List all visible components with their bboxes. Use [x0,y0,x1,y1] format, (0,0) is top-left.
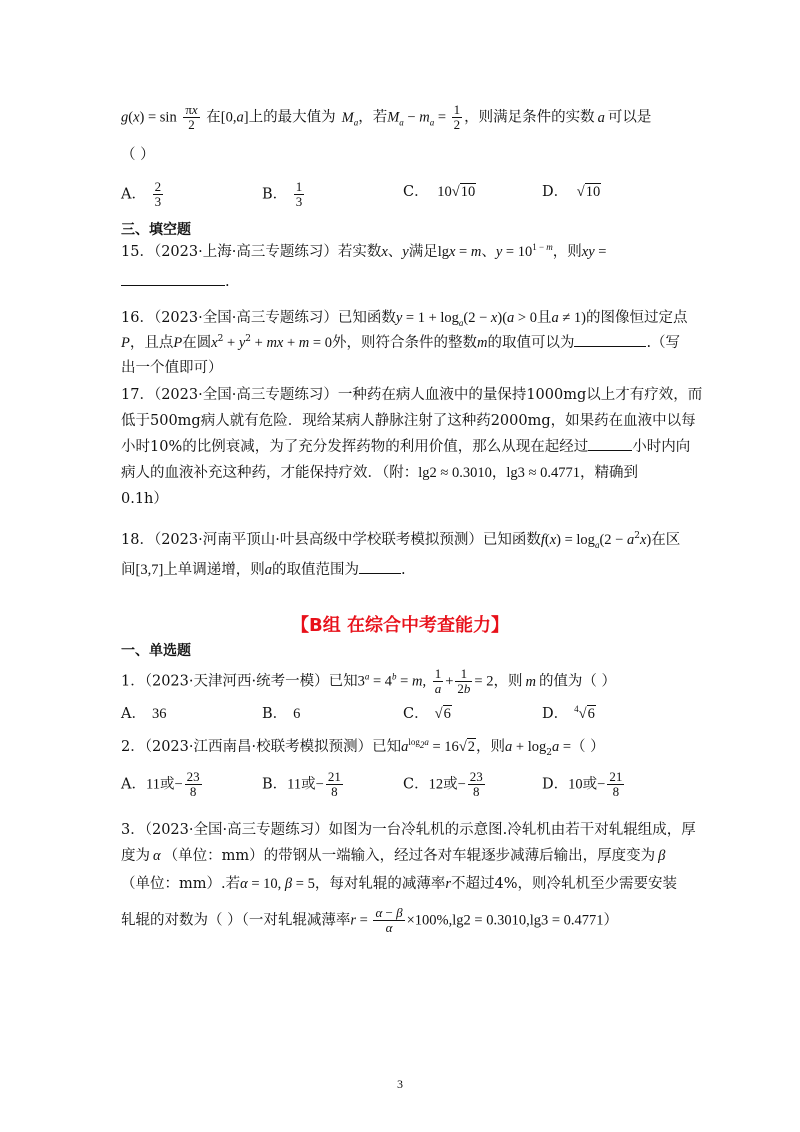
section-fill-blank-heading: 三、填空题 [121,222,191,238]
answer-blank[interactable] [121,285,225,286]
answer-blank[interactable] [574,346,646,347]
q14-option-d[interactable]: D． √10 [542,184,601,200]
answer-blank[interactable] [359,573,401,574]
q16-line1: 16．（2023·全国·高三专题练习）已知函数$y = 1 + \log_a(2 - x)(a > 0$且a ≠ 1)的图像恒过定点 [121,310,688,328]
b3-line1: 3．（2023·全国·高三专题练习）如图为一台冷轧机的示意图.冷轧机由若干对轧辊组成，厚 [121,822,696,838]
b1-option-d[interactable]: D． $^4$√6 [542,704,595,722]
b2-option-b[interactable]: B．11或− $\frac{21}{8}$ [262,769,341,799]
q18-line2: 间[3,7]上单调递增，则a的取值范围为 . [121,562,406,578]
b3-line2: 度为 α （单位：mm）的带钢从一端输入，经过各对车辊逐步减薄后输出，厚度变为 β [121,848,666,864]
q14-stem: g(x) = sin $\frac{\pi x}{2}$ 在[0,a]上的最大值为 $M_a$，若$M_a - m_a$ = $\frac{1}{2}$ ，则满足条件的实数 a 可以是 [121,102,652,132]
b2-option-c[interactable]: C．12或− $\frac{23}{8}$ [403,769,483,799]
section-single-choice-heading: 一、单选题 [121,643,191,659]
q16-line3: 出一个值即可） [121,360,223,376]
fraction: $\frac{1}{2}$ [453,102,461,132]
b1-stem: 1．（2023·天津河西·统考一模）已知$3^a = 4^b = m$, $\frac{1}{a}$ + $\frac{1}{2b}$ = 2，则 m 的值为（ ） [121,666,617,696]
b2-stem: 2．（2023·江西南昌·校联考模拟预测）已知$a^{log_2a} = 16√2$，则$a + \log_2a$ =（ ） [121,737,605,758]
answer-blank[interactable] [588,450,632,451]
fraction: $\frac{\pi x}{2}$ [185,102,198,132]
b1-option-b[interactable]: B． 6 [262,706,301,722]
q17-line3: 小时10%的比例衰减，为了充分发挥药物的利用价值，那么从现在起经过 小时内向 [121,439,691,455]
b3-line3: （单位：mm）.若α = 10, β = 5，每对轧辊的减薄率r不超过4%，则冷轧机至少需要安装 [121,876,678,892]
q17-line4: 病人的血液补充这种药，才能保持疗效．（附：lg2 ≈ 0.3010，lg3 ≈ 0.4771，精确到 [121,465,638,481]
q14-option-c[interactable]: C． 10√10 [403,184,476,200]
b2-option-a[interactable]: A．11或− $\frac{23}{8}$ [121,769,200,799]
q14-option-b[interactable]: B． $\frac{1}{3}$ [262,179,303,209]
b3-line4: 轧辊的对数为（ ）（一对轧辊减薄率r = $\frac{\alpha - \beta}{\alpha}$ ×100%,lg2 = 0.3010,lg3 = 0.4771） [121,905,619,935]
b1-option-a[interactable]: A． 36 [121,706,167,722]
q17-line5: 0.1h） [121,491,168,507]
page-number: 3 [397,1077,403,1091]
q18-line1: 18．（2023·河南平顶山·叶县高级中学校联考模拟预测）已知函数$f(x) = \log_a(2 - a^2x)$在区 [121,531,681,550]
b1-option-c[interactable]: C． √6 [403,706,451,722]
q17-line1: 17．（2023·全国·高三专题练习）一种药在病人血液中的量保持1000mg以上才有疗效，而 [121,387,703,403]
q17-line2: 低于500mg病人就有危险．现给某病人静脉注射了这种药2000mg，如果药在血液中以每 [121,413,696,429]
q14-option-a[interactable]: A． $\frac{2}{3}$ [121,179,162,209]
q15-answer-line: . [121,272,704,292]
b2-option-d[interactable]: D．10或− $\frac{21}{8}$ [542,769,623,799]
q16-line2: P，且点P在圆$x^2 + y^2$ + mx + m = 0外，则符合条件的整数m的取值可以为 .（写 [121,334,681,351]
q14-paren: （ ） [121,147,155,163]
group-b-title: 【B组 在综合中考查能力】 [291,615,509,636]
q15-stem: 15．（2023·上海·高三专题练习）若实数x、y满足lgx = m、$y = 10^{1 - m}$，则xy = [121,242,607,260]
